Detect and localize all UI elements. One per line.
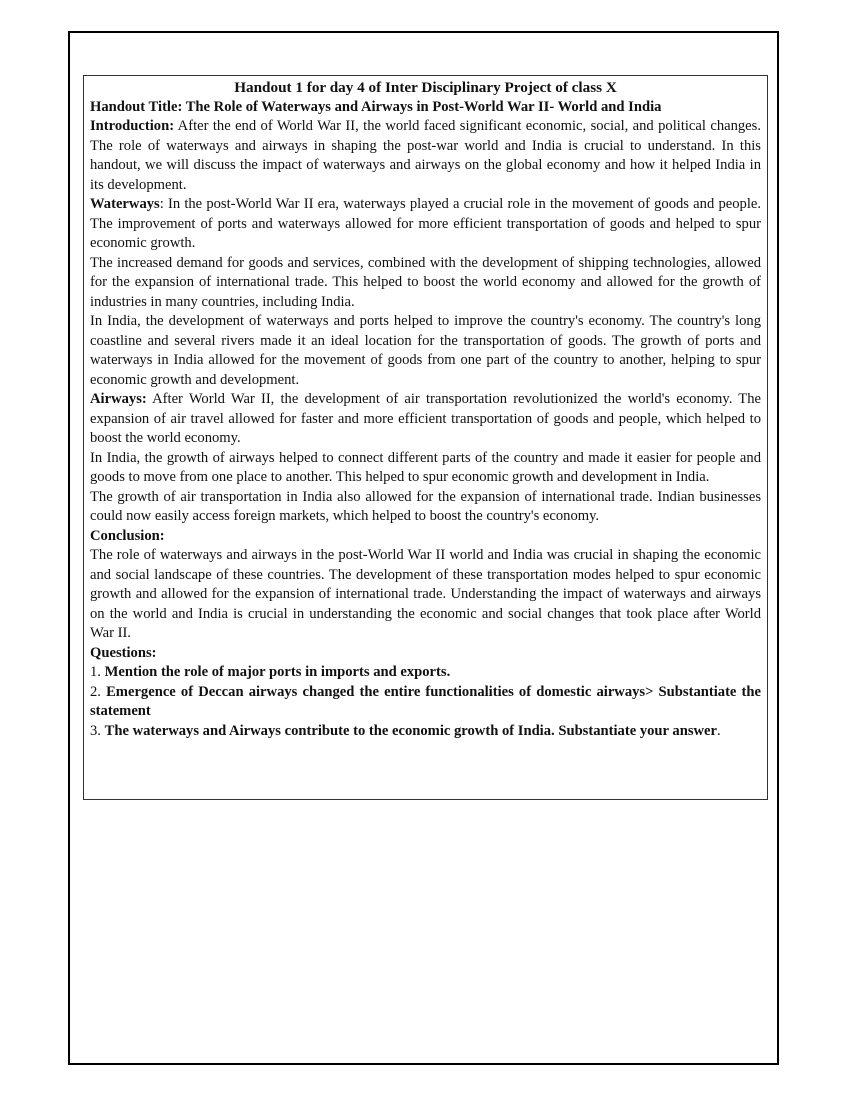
airways-paragraph bbox=[90, 390, 761, 449]
question-text: The waterways and Airways contribute to the economic growth of India. Substantiate your answer bbox=[104, 722, 717, 739]
airways-paragraph-3: The growth of air transportation in India also allowed for the expansion of international trade. Indian businesses could now easily access foreign markets, which helped to boost the country's economy. bbox=[90, 488, 761, 524]
waterways-label: Waterways bbox=[90, 196, 160, 212]
conclusion-label: Conclusion: bbox=[90, 527, 165, 544]
question-item bbox=[90, 663, 761, 683]
introduction-paragraph bbox=[90, 117, 761, 195]
handout-subtitle: Handout Title: The Role of Waterways and Airways in Post-World War II- World and India bbox=[90, 98, 662, 115]
question-item bbox=[90, 683, 761, 722]
waterways-paragraph-3: In India, the development of waterways and ports helped to improve the country's economy. The country's long coastline and several rivers made it an ideal location for the transportation of goods. The growth of ports and waterways in India allowed for the movement of goods from one part of the country to another, helping to spur economic growth and development. bbox=[90, 313, 761, 388]
question-tail: . bbox=[717, 722, 721, 739]
waterways-paragraph-2: The increased demand for goods and services, combined with the development of shipping technologies, allowed for the expansion of international trade. This helped to boost the world economy and allowed for the growth of industries in many countries, including India. bbox=[90, 254, 761, 310]
waterways-text: : In the post-World War II era, waterways played a crucial role in the movement of goods and people. The improvement of ports and waterways allowed for more efficient transportation of goods and helped to spur economic growth. bbox=[90, 196, 761, 251]
introduction-label: Introduction: bbox=[90, 118, 175, 134]
handout-title: Handout 1 for day 4 of Inter Disciplinary Project of class X bbox=[234, 79, 617, 96]
airways-text: After World War II, the development of air transportation revolutionized the world's economy. The expansion of air travel allowed for faster and more efficient transportation of goods and people, which helped to boost the world economy. bbox=[90, 391, 761, 446]
question-text: Emergence of Deccan airways changed the entire functionalities of domestic airways> Substantiate the statement bbox=[90, 683, 761, 719]
question-text: Mention the role of major ports in imports and exports. bbox=[104, 664, 451, 680]
airways-label: Airways: bbox=[90, 391, 147, 407]
handout-box bbox=[83, 75, 768, 800]
question-number: 1. bbox=[90, 664, 105, 680]
waterways-paragraph bbox=[90, 195, 761, 254]
question-item bbox=[90, 722, 761, 742]
conclusion-text: The role of waterways and airways in the post-World War II world and India was crucial in shaping the economic and social landscape of these countries. The development of these transportation modes helped to spur economic growth and allowed for the expansion of international trade. Understanding the impact of waterways and airways on the world and India is crucial in understanding the economic and social changes that took place after World War II. bbox=[90, 547, 761, 641]
question-number: 2. bbox=[90, 683, 107, 700]
airways-paragraph-2: In India, the growth of airways helped to connect different parts of the country and made it easier for people and goods to move from one place to another. This helped to spur economic growth and development in India. bbox=[90, 449, 761, 485]
question-number: 3. bbox=[90, 722, 105, 739]
introduction-text: After the end of World War II, the world faced significant economic, social, and political changes. The role of waterways and airways in shaping the post-war world and India is crucial to understand. In this handout, we will discuss the impact of waterways and airways on the global economy and how it helped India in its development. bbox=[90, 118, 761, 193]
questions-label: Questions: bbox=[90, 644, 157, 661]
